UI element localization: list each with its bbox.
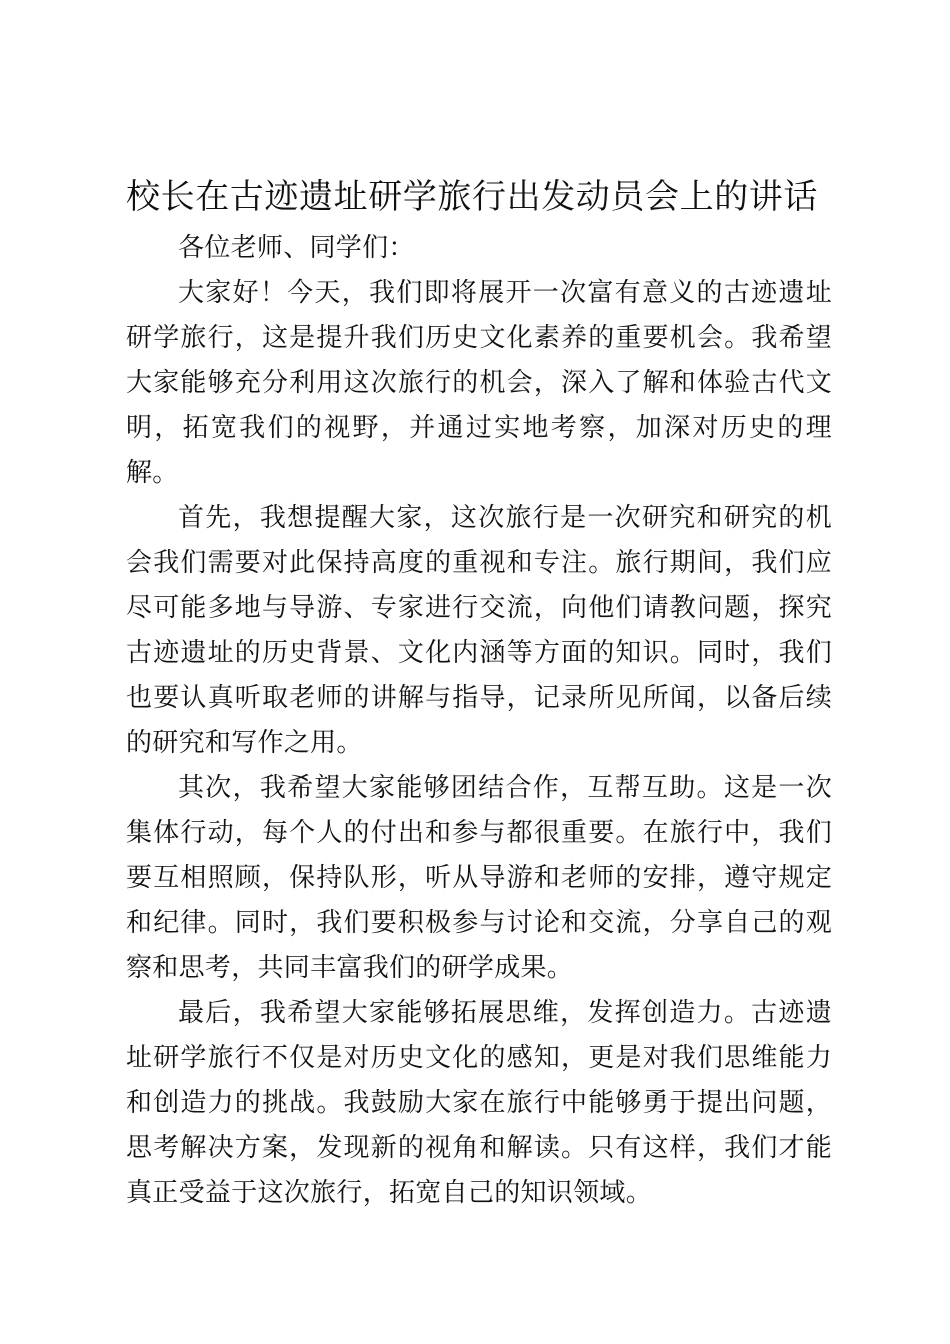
paragraph-first: 首先，我想提醒大家，这次旅行是一次研究和研究的机会我们需要对此保持高度的重视和专注。旅行期间，我们应尽可能多地与导游、专家进行交流，向他们请教问题，探究古迹遗址的历史背景、文化内涵等方面的知识。同时，我们也要认真听取老师的讲解与指导，记录所见所闻，以备后续的研究和写作之用。 [126,503,832,758]
document-title: 校长在古迹遗址研学旅行出发动员会上的讲话 [126,177,818,217]
document-body [126,226,832,1216]
paragraph-second: 其次，我希望大家能够团结合作，互帮互助。这是一次集体行动，每个人的付出和参与都很重要。在旅行中，我们要互相照顾，保持队形，听从导游和老师的安排，遵守规定和纪律。同时，我们要积极参与讨论和交流，分享自己的观察和思考，共同丰富我们的研学成果。 [126,773,832,983]
salutation: 各位老师、同学们： [178,233,415,263]
paragraph-greeting: 大家好！今天，我们即将展开一次富有意义的古迹遗址研学旅行，这是提升我们历史文化素养的重要机会。我希望大家能够充分利用这次旅行的机会，深入了解和体验古代文明，拓宽我们的视野，并通过实地考察，加深对历史的理解。 [126,278,832,488]
paragraph-last: 最后，我希望大家能够拓展思维，发挥创造力。古迹遗址研学旅行不仅是对历史文化的感知，更是对我们思维能力和创造力的挑战。我鼓励大家在旅行中能够勇于提出问题，思考解决方案，发现新的视角和解读。只有这样，我们才能真正受益于这次旅行，拓宽自己的知识领域。 [126,998,832,1208]
